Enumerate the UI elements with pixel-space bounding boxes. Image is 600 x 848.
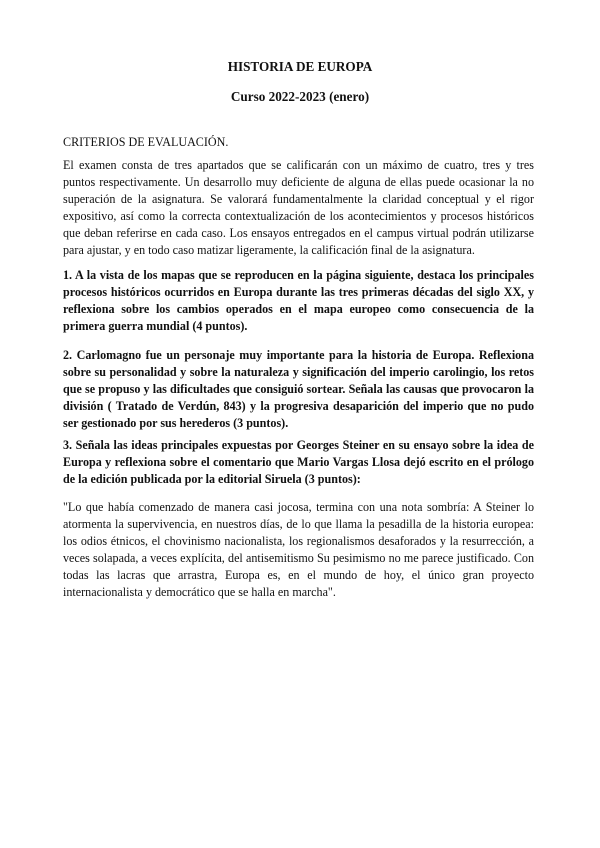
question-3: 3. Señala las ideas principales expuestas por Georges Steiner en su ensayo sobre la idea de Europa y reflexiona sobre el comentario que Mario Vargas Llosa dejó escrito en el prólogo de la edición publicada por la editorial Siruela (3 puntos):: [63, 438, 534, 487]
document-subtitle: Curso 2022-2023 (enero): [230, 89, 370, 104]
question-1: 1. A la vista de los mapas que se reproducen en la página siguiente, destaca los principales procesos históricos ocurridos en Europa durante las tres primeras décadas del siglo XX, y reflexiona sobre los cambios operados en el mapa europeo como consecuencia de la primera guerra mundial (4 puntos).: [63, 268, 534, 334]
criteria-heading: CRITERIOS DE EVALUACIÓN.: [63, 135, 229, 149]
criteria-paragraph: El examen consta de tres apartados que se calificarán con un máximo de cuatro, tres y tres puntos respectivamente. Un desarrollo muy deficiente de alguna de ellas puede ocasionar la no superación de la asignatura. Se valorará fundamentalmente la claridad conceptual y el rigor expositivo, así como la correcta contextualización de los acontecimientos y procesos históricos que deban referirse en cada caso. Los ensayos entregados en el campus virtual podrán utilizarse para ajustar, y en todo caso matizar ligeramente, la calificación final de la asignatura.: [63, 158, 534, 258]
quote-paragraph: "Lo que había comenzado de manera casi jocosa, termina con una nota sombría: A Steiner lo atormenta la supervivencia, en nuestros días, de lo que llama la pesadilla de la historia europea: los odios étnicos, el chovinismo nacionalista, los regionalismos desaforados y la resurrección, a veces solapada, a veces explícita, del antisemitismo Su pesimismo no me parece justificado. Con todas las lacras que arrastra, Europa es, en el mundo de hoy, el único gran proyecto internacionalista y democrático que se halla en marcha".: [63, 500, 534, 600]
question-2: 2. Carlomagno fue un personaje muy importante para la historia de Europa. Reflexiona sobre su personalidad y sobre la naturaleza y significación del imperio carolingio, los retos que se propuso y las dificultades que consiguió sortear. Señala las causas que provocaron la división ( Tratado de Verdún, 843) y la progresiva desaparición del imperio que no pudo ser gestionado por sus herederos (3 puntos).: [63, 348, 534, 431]
document-title: HISTORIA DE EUROPA: [227, 59, 373, 74]
